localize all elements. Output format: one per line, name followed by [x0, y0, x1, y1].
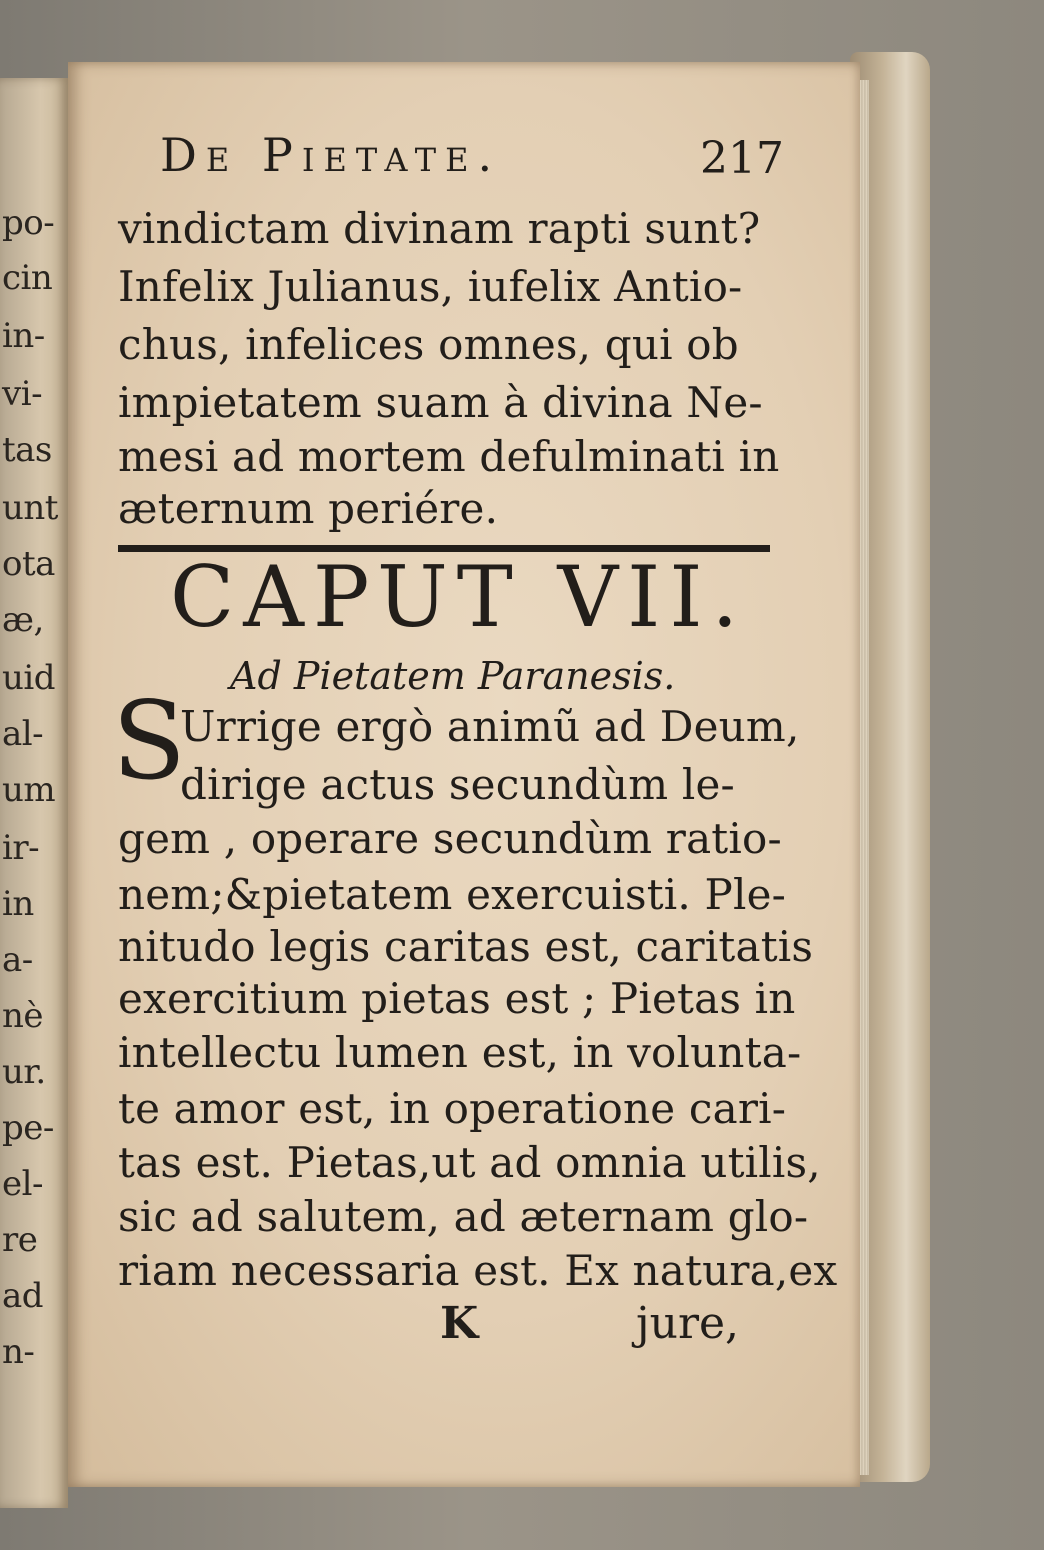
chapter-heading: CAPUT VII. [170, 548, 748, 646]
drop-cap: S [112, 679, 186, 804]
body-line: exercitium pietas est ; Pietas in [118, 974, 796, 1023]
left-fragment: el- [2, 1164, 43, 1204]
text-line: Infelix Julianus, iufelix Antio- [118, 262, 743, 311]
body-line: nem;&pietatem exercuisti. Ple- [118, 870, 787, 919]
left-fragment: in [2, 884, 34, 924]
left-fragment: ota [2, 544, 55, 584]
text-line: vindictam divinam rapti sunt? [118, 204, 761, 253]
left-facing-page [0, 78, 68, 1508]
left-fragment: ad [2, 1276, 44, 1316]
left-fragment: vi- [2, 374, 43, 414]
left-fragment: uid [2, 658, 56, 698]
left-fragment: n- [2, 1332, 35, 1372]
left-fragment: po- [2, 203, 55, 243]
left-fragment: ur. [2, 1052, 46, 1092]
left-fragment: ir- [2, 828, 40, 868]
body-line: tas est. Pietas,ut ad omnia utilis, [118, 1138, 821, 1187]
left-fragment: re [2, 1220, 38, 1260]
body-line: nitudo legis caritas est, caritatis [118, 922, 814, 971]
left-fragment: al- [2, 714, 44, 754]
left-fragment: pe- [2, 1108, 54, 1148]
text-line: impietatem suam à divina Ne- [118, 378, 763, 427]
left-fragment: a- [2, 940, 33, 980]
body-line: riam necessaria est. Ex natura,ex [118, 1246, 838, 1295]
body-line: sic ad salutem, ad æternam glo- [118, 1192, 809, 1241]
left-fragment: in- [2, 316, 45, 356]
left-fragment: tas [2, 430, 52, 470]
running-title: De Pietate. [160, 128, 502, 182]
chapter-subtitle: Ad Pietatem Paranesis. [230, 654, 676, 698]
body-line: dirige actus secundùm le- [180, 760, 735, 809]
catchword: jure, [636, 1298, 740, 1349]
left-fragment: cin [2, 258, 53, 298]
body-line: te amor est, in operatione cari- [118, 1084, 787, 1133]
left-fragment: unt [2, 488, 58, 528]
body-line: intellectu lumen est, in volunta- [118, 1028, 802, 1077]
text-line: æternum periére. [118, 484, 499, 533]
left-fragment: nè [2, 996, 44, 1036]
signature-mark: K [440, 1298, 479, 1349]
left-fragment: um [2, 770, 56, 810]
left-fragment: æ, [2, 600, 44, 640]
text-line: mesi ad mortem defulminati in [118, 432, 780, 481]
body-line: Urrige ergò animũ ad Deum, [180, 702, 800, 751]
body-line: gem , operare secundùm ratio- [118, 814, 782, 863]
page-number: 217 [700, 133, 784, 184]
text-line: chus, infelices omnes, qui ob [118, 320, 739, 369]
